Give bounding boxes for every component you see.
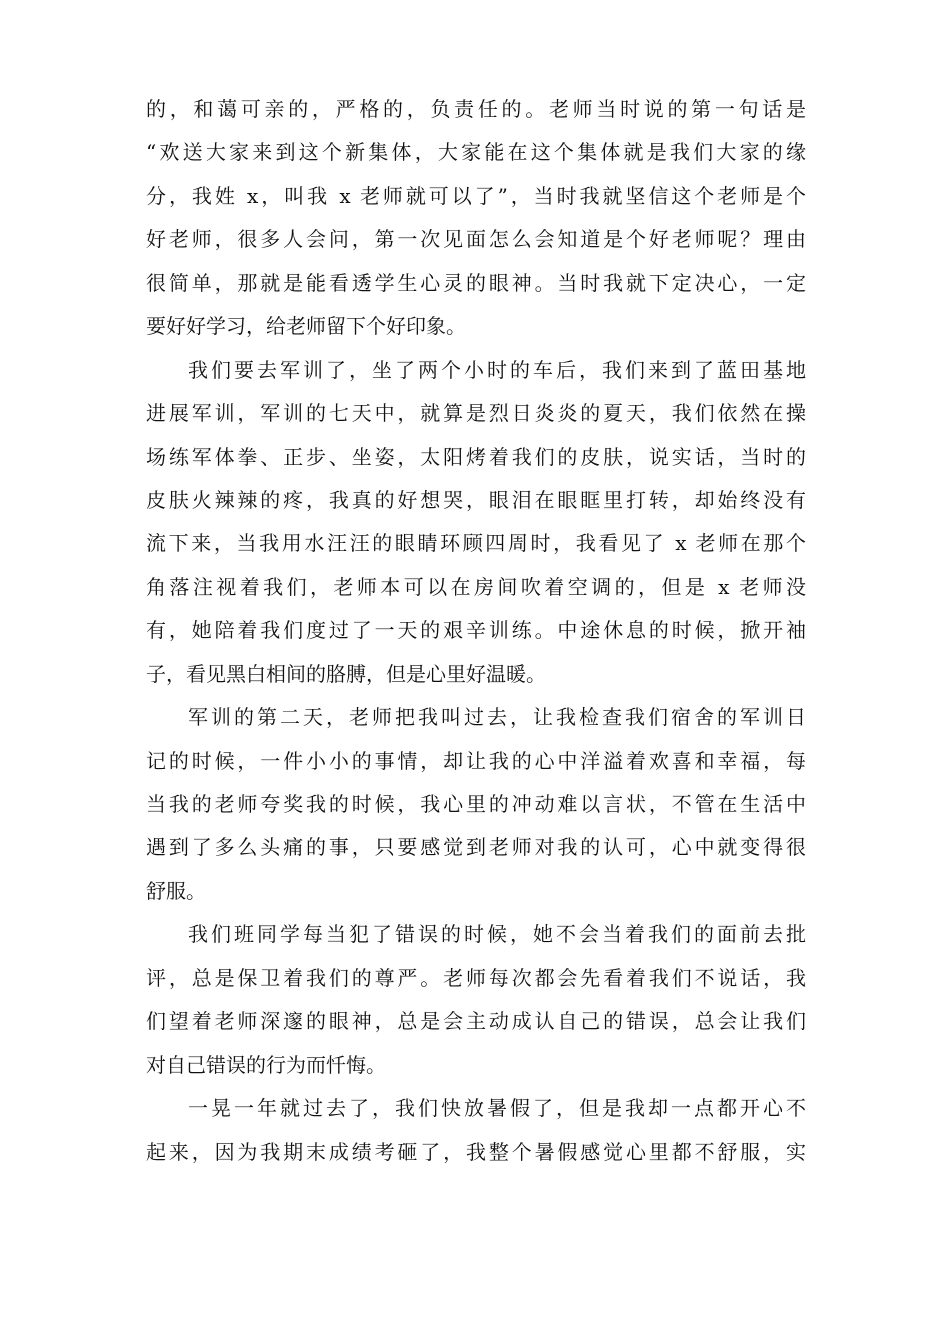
text-line: “欢送大家来到这个新集体，大家能在这个集体就是我们大家的缘 [146,140,806,165]
text-line: 进展军训，军训的七天中，就算是烈日炎炎的夏天，我们依然在操 [146,401,806,426]
paragraph-2 [146,349,806,697]
text-line: 当我的老师夸奖我的时候，我心里的冲动难以言状，不管在生活中 [146,792,806,816]
paragraph-1 [146,88,806,349]
text-line: 的，和蔼可亲的，严格的，负责任的。老师当时说的第一句话是 [146,97,806,121]
text-line: 记的时候，一件小小的事情，却让我的心中洋溢着欢喜和幸福，每 [146,748,806,773]
text-line: 好老师，很多人会问，第一次见面怎么会知道是个好老师呢？理由 [146,227,806,252]
text-line: 我们班同学每当犯了错误的时候，她不会当着我们的面前去批 [188,922,806,947]
text-line: 们望着老师深邃的眼神，总是会主动成认自己的错误，总会让我们 [146,1009,806,1034]
text-line: 舒服。 [146,878,206,903]
paragraph-4 [146,913,806,1087]
text-line: 遇到了多么头痛的事，只要感觉到老师对我的认可，心中就变得很 [146,835,806,860]
document-body [146,88,806,1174]
text-line: 场练军体拳、正步、坐姿，太阳烤着我们的皮肤，说实话，当时的 [146,444,806,469]
paragraph-3 [146,696,806,913]
text-line: 要好好学习，给老师留下个好印象。 [146,314,466,339]
text-line: 分，我姓 x，叫我 x 老师就可以了”，当时我就坚信这个老师是个 [146,183,806,208]
text-line: 有，她陪着我们度过了一天的艰辛训练。中途休息的时候，掀开袖 [146,618,806,643]
text-line: 对自己错误的行为而忏悔。 [146,1052,386,1077]
text-line: 皮肤火辣辣的疼，我真的好想哭，眼泪在眼眶里打转，却始终没有 [146,487,806,512]
text-line: 起来，因为我期末成绩考砸了，我整个暑假感觉心里都不舒服，实 [146,1139,806,1164]
paragraph-5 [146,1087,806,1174]
text-line: 军训的第二天，老师把我叫过去，让我检查我们宿舍的军训日 [188,705,806,730]
text-line: 我们要去军训了，坐了两个小时的车后，我们来到了蓝田基地 [188,357,806,382]
text-line: 很简单，那就是能看透学生心灵的眼神。当时我就下定决心，一定 [146,270,806,295]
text-line: 评，总是保卫着我们的尊严。老师每次都会先看着我们不说话，我 [146,965,806,990]
text-line: 角落注视着我们，老师本可以在房间吹着空调的，但是 x 老师没 [146,574,806,599]
text-line: 流下来，当我用水汪汪的眼睛环顾四周时，我看见了 x 老师在那个 [146,531,806,556]
text-line: 一晃一年就过去了，我们快放暑假了，但是我却一点都开心不 [188,1096,806,1121]
text-line: 子，看见黑白相间的胳膊，但是心里好温暖。 [146,661,546,686]
